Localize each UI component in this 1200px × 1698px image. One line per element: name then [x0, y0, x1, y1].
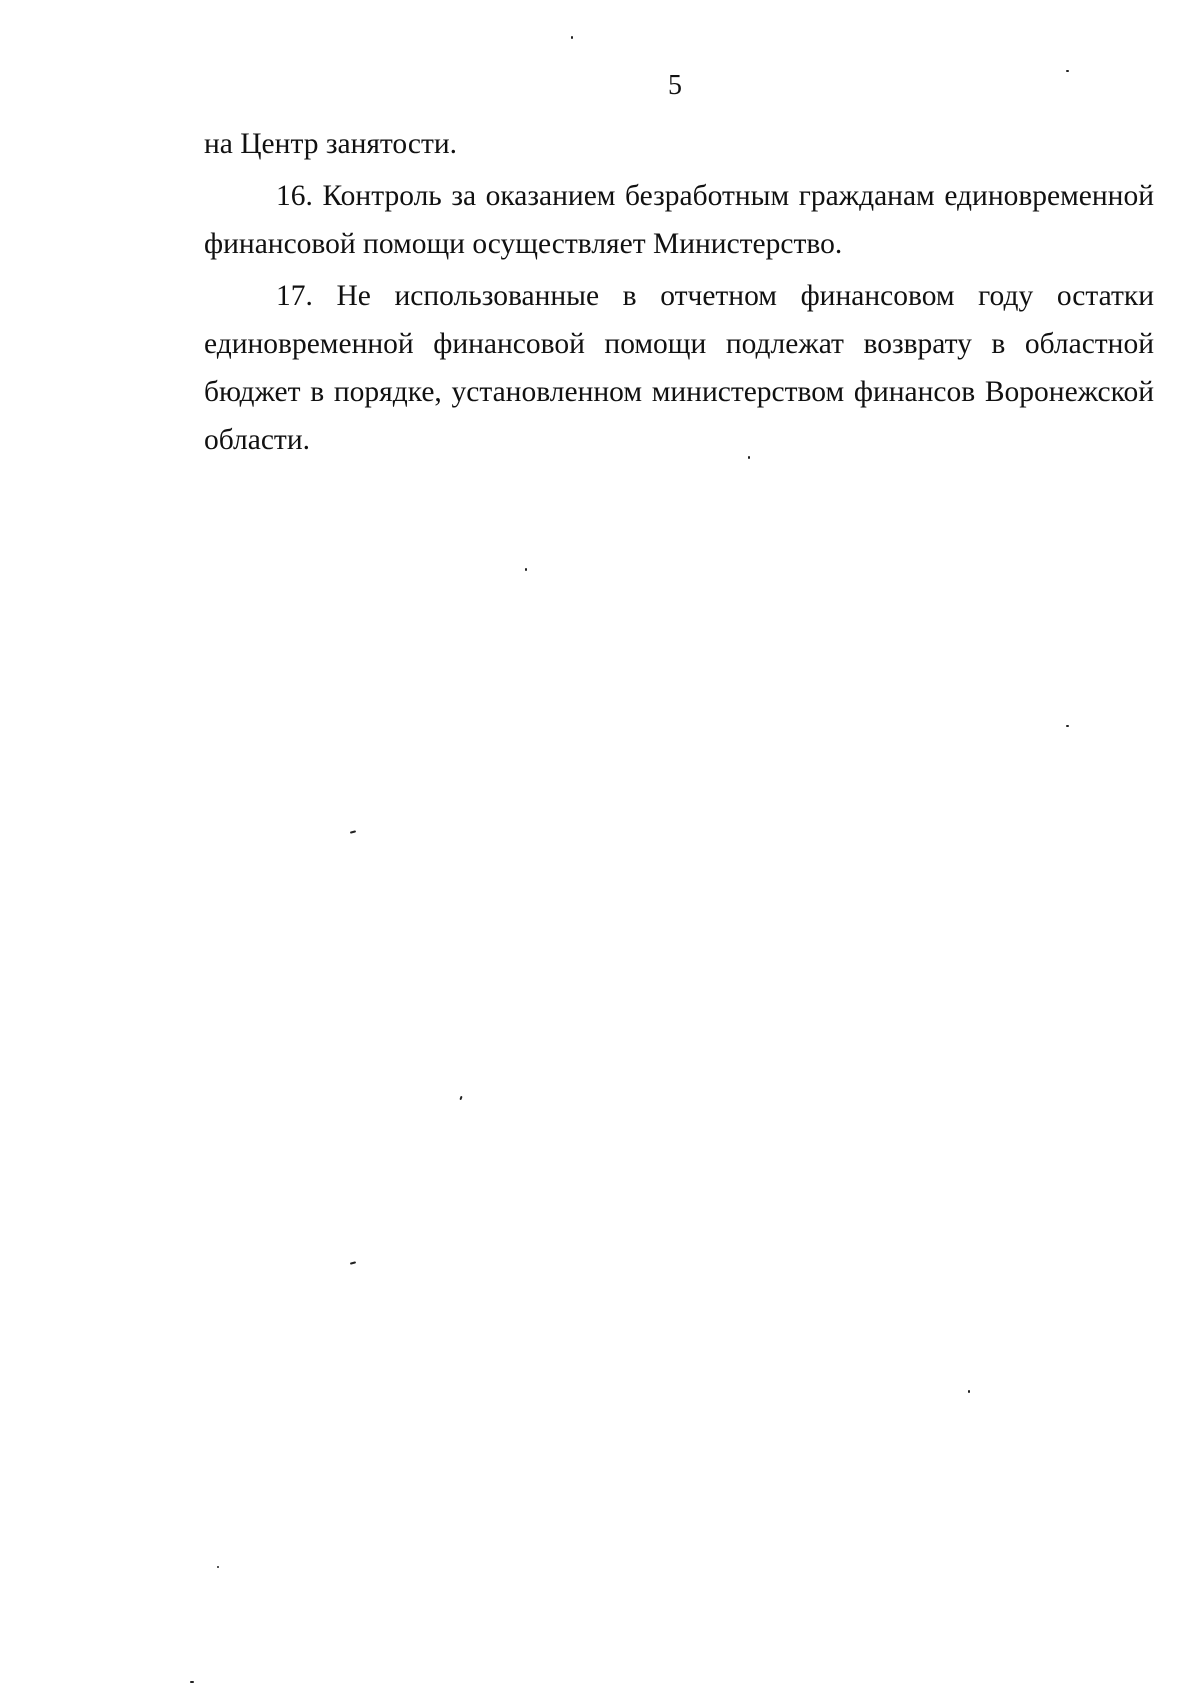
scan-speck: [190, 1681, 194, 1683]
scan-speck: [350, 1261, 356, 1264]
scan-speck: [525, 568, 527, 571]
paragraph-17: 17. Не использованные в отчетном финансовом году остатки единовременной финансовой помощи подлежат возврату в областной бюджет в порядке, установленном министерством финансов Воронежской области.: [204, 280, 1154, 456]
paragraph-16: 16. Контроль за оказанием безработным гражданам единовременной финансовой помощи осуществляет Министерство.: [204, 180, 1154, 260]
scan-speck: [459, 1096, 462, 1100]
paragraph-continuation: на Центр занятости.: [204, 128, 458, 160]
document-body: [204, 120, 1154, 468]
scan-speck: [571, 36, 573, 39]
page-number: 5: [668, 70, 682, 101]
scan-speck: [1066, 725, 1069, 727]
scan-speck: [748, 456, 750, 459]
scan-speck: [217, 1566, 219, 1568]
scan-speck: [968, 1390, 970, 1393]
scan-speck: [1066, 70, 1069, 72]
scan-speck: [350, 830, 356, 833]
